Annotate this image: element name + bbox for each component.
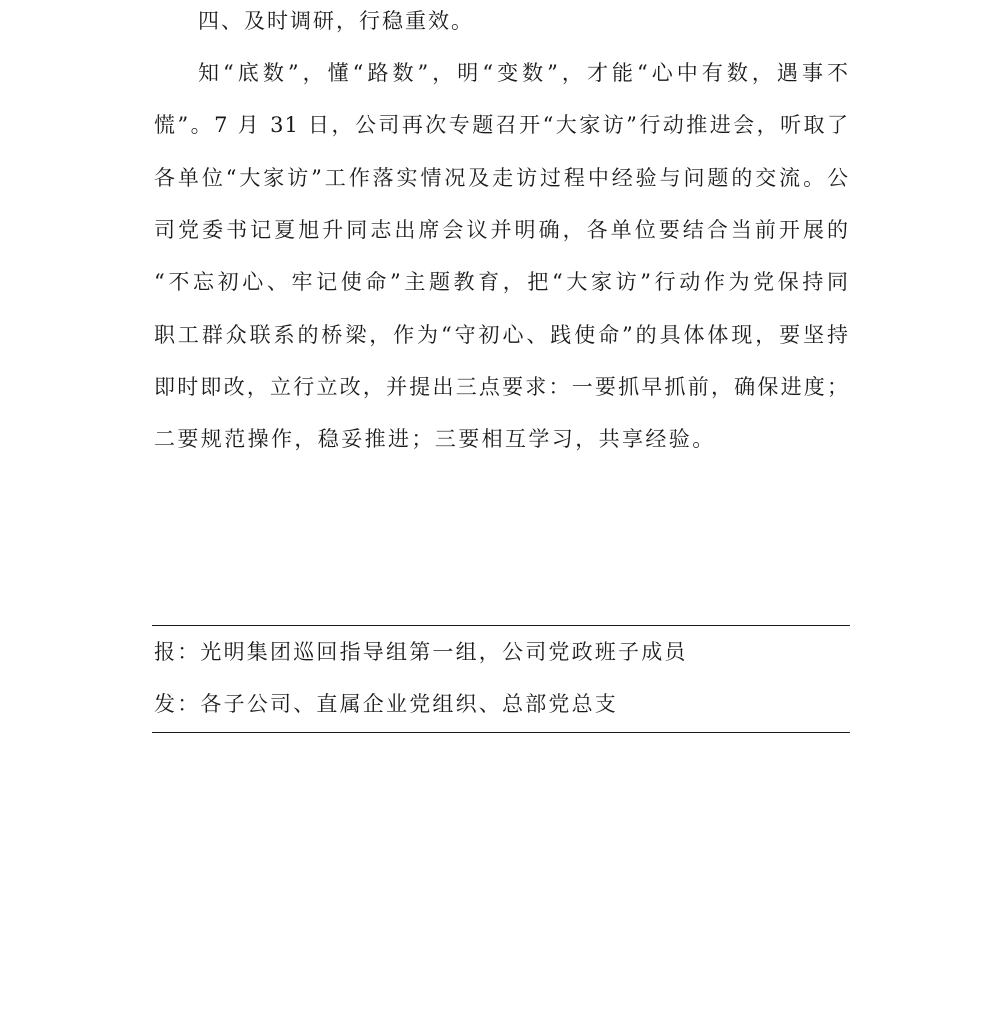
report-to-line: 报：光明集团巡回指导组第一组，公司党政班子成员 — [154, 640, 688, 664]
bottom-divider — [152, 732, 850, 733]
paragraph-line: 慌”。7 月 31 日，公司再次专题召开“大家访”行动推进会，听取了 — [154, 113, 849, 137]
paragraph-line: 即时即改，立行立改，并提出三点要求：一要抓早抓前，确保进度； — [154, 375, 849, 399]
paragraph-line: 知“底数”，懂“路数”，明“变数”，才能“心中有数，遇事不 — [198, 61, 849, 85]
paragraph-line: “不忘初心、牢记使命”主题教育，把“大家访”行动作为党保持同 — [154, 270, 849, 294]
paragraph-line: 职工群众联系的桥梁，作为“守初心、践使命”的具体体现，要坚持 — [154, 323, 849, 347]
section-heading: 四、及时调研，行稳重效。 — [198, 9, 474, 33]
paragraph-line: 各单位“大家访”工作落实情况及走访过程中经验与问题的交流。公 — [154, 166, 849, 190]
send-to-line: 发：各子公司、直属企业党组织、总部党总支 — [154, 692, 618, 716]
top-divider — [152, 625, 850, 626]
paragraph-line: 二要规范操作，稳妥推进；三要相互学习，共享经验。 — [154, 427, 716, 451]
paragraph-line: 司党委书记夏旭升同志出席会议并明确，各单位要结合当前开展的 — [154, 218, 849, 242]
